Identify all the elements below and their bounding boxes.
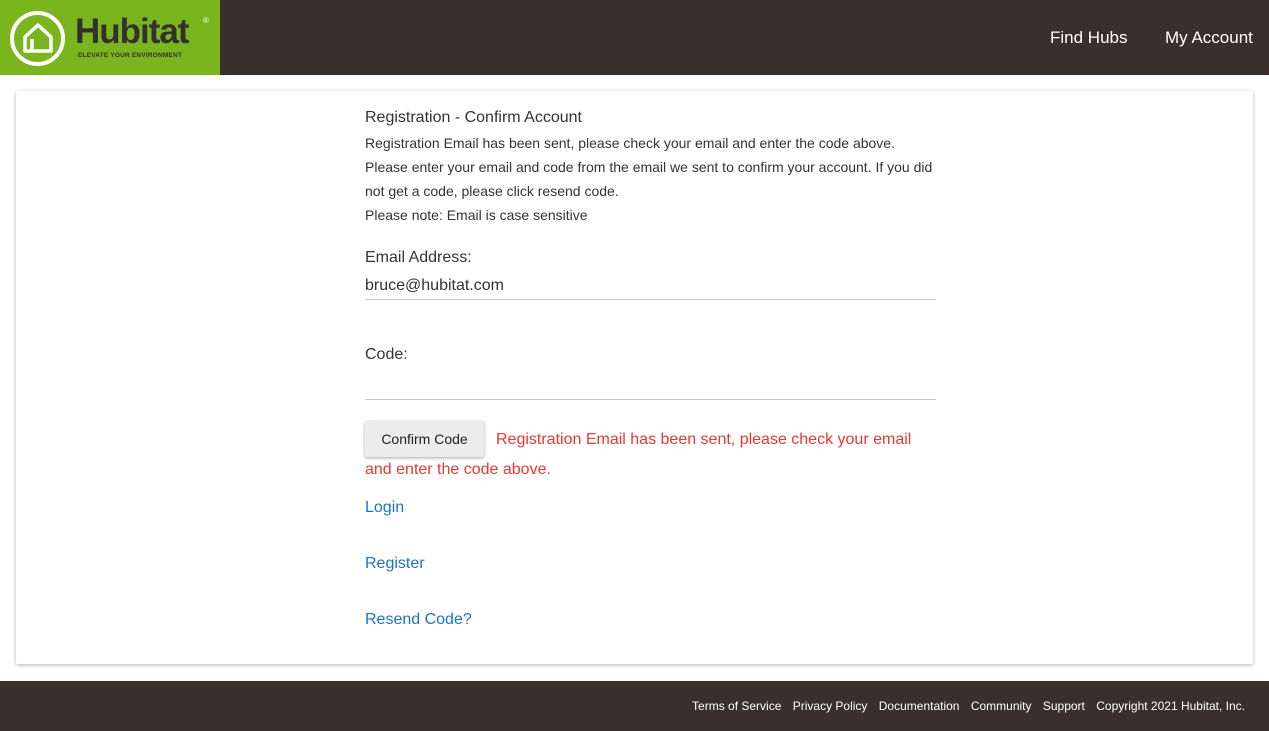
- code-field[interactable]: [365, 372, 936, 400]
- instructions-text: Please enter your email and code from the email we sent to confirm your account. If you did not get a code, please click resend code.: [365, 159, 933, 199]
- house-icon: [10, 11, 65, 66]
- footer-terms-link[interactable]: Terms of Service: [692, 699, 782, 713]
- resend-code-link[interactable]: Resend Code?: [365, 611, 472, 628]
- sent-message: Registration Email has been sent, please check your email and enter the code above.: [365, 135, 895, 151]
- code-label: Code:: [365, 346, 408, 363]
- nav-find-hubs[interactable]: Find Hubs: [1050, 28, 1128, 47]
- logo-wordmark: Hubitat: [75, 12, 189, 51]
- footer: [0, 681, 1269, 731]
- main-card: [16, 91, 1253, 664]
- logo-tagline: ELEVATE YOUR ENVIRONMENT: [78, 52, 183, 59]
- hubitat-logo[interactable]: [0, 0, 220, 75]
- footer-privacy-link[interactable]: Privacy Policy: [792, 699, 868, 713]
- footer-copyright: Copyright 2021 Hubitat, Inc.: [1096, 699, 1245, 713]
- login-link[interactable]: Login: [365, 499, 405, 516]
- case-sensitive-note: Please note: Email is case sensitive: [365, 207, 588, 223]
- footer-links: [692, 699, 1245, 713]
- footer-support-link[interactable]: Support: [1042, 699, 1085, 713]
- email-label: Email Address:: [365, 249, 472, 266]
- top-navbar: [0, 0, 1269, 75]
- email-field[interactable]: [365, 272, 936, 300]
- register-link[interactable]: Register: [365, 555, 425, 572]
- footer-docs-link[interactable]: Documentation: [878, 699, 960, 713]
- page-title: Registration - Confirm Account: [365, 109, 582, 126]
- registered-mark: ®: [203, 16, 209, 25]
- nav-my-account[interactable]: My Account: [1165, 28, 1253, 47]
- confirm-code-button[interactable]: Confirm Code: [365, 421, 484, 457]
- footer-community-link[interactable]: Community: [970, 699, 1032, 713]
- error-message: Registration Email has been sent, please check your email and enter the code above.: [365, 431, 912, 478]
